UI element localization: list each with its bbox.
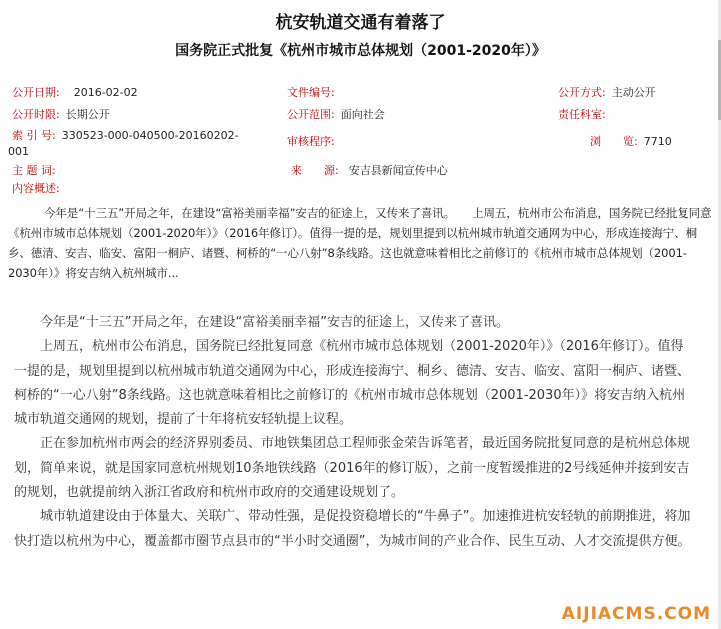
meta-period-value: 长期公开	[65, 108, 110, 121]
meta-subject-label: 主 题 词:	[12, 164, 56, 177]
meta-scope-value: 面向社会	[340, 108, 385, 121]
meta-index	[12, 127, 239, 143]
article-subtitle: 国务院正式批复《杭州市城市总体规划（2001-2020年）》	[175, 43, 546, 59]
meta-source-value: 安吉县新闻宣传中心	[348, 164, 448, 177]
meta-overview-label: 内容概述:	[12, 182, 60, 195]
meta-views-label: 浏 览:	[590, 135, 638, 148]
meta-index-value-cont: 001	[8, 145, 29, 158]
meta-office	[558, 106, 612, 122]
meta-period-label: 公开时限:	[12, 108, 60, 121]
meta-source-label: 来 源:	[291, 164, 339, 177]
meta-overview	[12, 180, 60, 196]
article-body	[14, 311, 694, 554]
meta-method-value: 主动公开	[611, 86, 656, 99]
meta-review	[287, 133, 341, 149]
meta-source	[291, 162, 448, 178]
meta-date-value: 2016-02-02	[73, 86, 138, 99]
meta-index-label: 索 引 号:	[12, 129, 56, 142]
meta-index-value: 330523-000-040500-20160202-	[61, 129, 239, 142]
meta-views	[590, 133, 672, 149]
meta-office-label: 责任科室:	[558, 108, 606, 121]
meta-review-label: 审核程序:	[287, 135, 335, 148]
meta-views-value: 7710	[643, 135, 672, 148]
meta-date-label: 公开日期:	[12, 86, 60, 99]
meta-scope	[287, 106, 385, 122]
body-paragraph: 正在参加杭州市两会的经济界别委员、市地铁集团总工程师张金荣告诉笔者，最近国务院批复同意的是杭州总体规划，简单来说，就是国家同意杭州规划10条地铁线路（2016年的修订版），之前一度暂缓推进的2号线延伸并接到安吉的规划，也就提前纳入浙江省政府和杭州市政府的交通建设规划了。	[14, 436, 691, 501]
meta-subject	[12, 162, 62, 178]
site-watermark: AIJIACMS.COM	[561, 604, 711, 624]
body-paragraph: 上周五，杭州市公布消息，国务院已经批复同意《杭州市城市总体规划（2001-2020年）》（2016年修订）。值得一提的是，规划里提到以杭州城市轨道交通网为中心，形成连接海宁、桐乡、德清、安吉、临安、富阳一桐庐、诸暨、柯桥的“一心八射”8条线路。这也就意味着相比之前修订的《杭州市城市总体规划（2001-2030年）》将安吉纳入杭州城市轨道交通网的规划，提前了十年将杭安轻轨提上议程。	[14, 339, 691, 428]
body-paragraph: 城市轨道建设由于体量大、关联广、带动性强，是促投资稳增长的“牛鼻子”。加速推进杭安轻轨的前期推进，将加快打造以杭州为中心，覆盖都市圈节点县市的“半小时交通圈”，为城市间的产业合作、民生互动、人才交流提供方便。	[14, 509, 691, 549]
meta-method-label: 公开方式:	[558, 86, 606, 99]
meta-date	[12, 84, 138, 100]
meta-scope-label: 公开范围:	[287, 108, 335, 121]
meta-index-cont	[8, 145, 29, 158]
content-summary: 今年是“十三五”开局之年，在建设“富裕美丽幸福”安吉的征途上，又传来了喜讯。 上周五，杭州市公布消息，国务院已经批复同意《杭州市城市总体规划（2001-2020年）》（2016年修订）。值得一提的是，规划里提到以杭州城市轨道交通网为中心，形成连接海宁、桐乡、德清、安吉、临安、富阳一桐庐、诸暨、柯桥的“一心八射”8条线路。这也就意味着相比之前修订的《杭州市城市总体规划（2001-2030年）》将安吉纳入杭州城市...	[8, 206, 712, 280]
article-title: 杭安轨道交通有着落了	[275, 13, 446, 33]
meta-doc-no-label: 文件编号:	[287, 86, 335, 99]
body-paragraph: 今年是“十三五”开局之年，在建设“富裕美丽幸福”安吉的征途上，又传来了喜讯。	[40, 315, 509, 330]
meta-method	[558, 84, 656, 100]
meta-doc-no	[287, 84, 341, 100]
meta-period	[12, 106, 110, 122]
